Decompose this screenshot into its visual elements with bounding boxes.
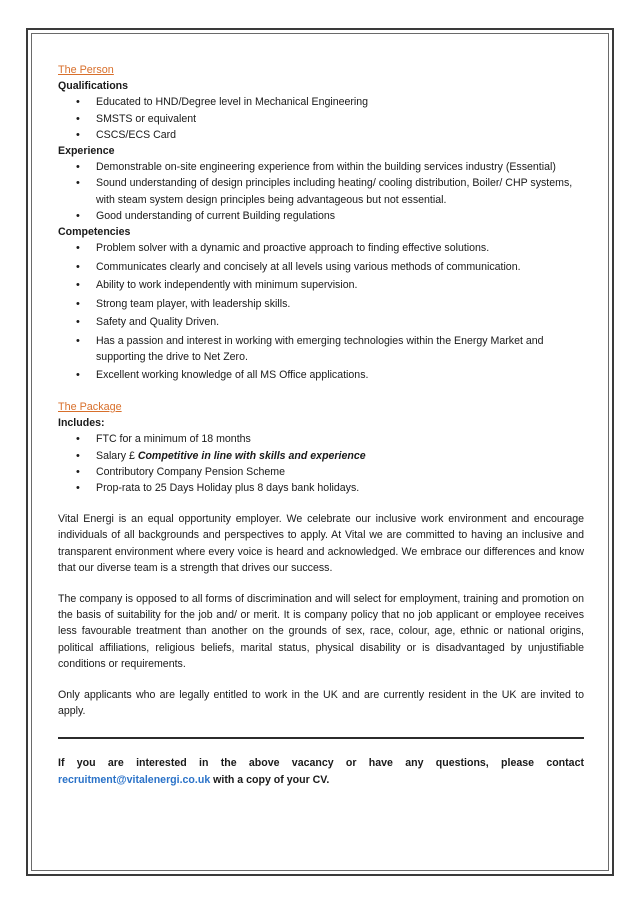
list-item: • Demonstrable on-site engineering experience from within the building services industry (Essential) [96, 159, 584, 175]
package-section-title: The Package [58, 400, 122, 413]
list-item: • Has a passion and interest in working with emerging technologies within the Energy Market and supporting the drive to Net Zero. [96, 333, 584, 365]
salary-prefix: Salary £ [96, 449, 138, 462]
experience-list [58, 159, 584, 224]
list-item: • Prop-rata to 25 Days Holiday plus 8 days bank holidays. [96, 480, 584, 496]
recruitment-email-link[interactable]: recruitment@vitalenergi.co.uk [58, 773, 211, 786]
list-item: • CSCS/ECS Card [96, 127, 584, 143]
qualifications-list [58, 94, 584, 143]
qualifications-heading: Qualifications [58, 80, 129, 93]
list-item: • Contributory Company Pension Scheme [96, 464, 584, 480]
experience-heading: Experience [58, 145, 115, 158]
list-item: • Strong team player, with leadership skills. [96, 296, 584, 312]
equal-opportunity-paragraph: Vital Energi is an equal opportunity employer. We celebrate our inclusive work environment and encourage individuals of all backgrounds and perspectives to apply. At Vital we are committed to having an inclusive and transparent environment where every voice is heard and acknowledged. We embrace our differences and know that our diverse team is a strength that drives our success. [58, 513, 584, 574]
contact-lead: If you are interested in the above vacancy or have any questions, please contact [58, 757, 584, 770]
includes-heading: Includes: [58, 417, 105, 430]
contact-paragraph [58, 755, 584, 787]
list-item: • Excellent working knowledge of all MS Office applications. [96, 367, 584, 383]
list-item: • FTC for a minimum of 18 months [96, 431, 584, 447]
competencies-list [58, 240, 584, 383]
salary-value: Competitive in line with skills and experience [137, 449, 366, 462]
job-description-content [58, 62, 584, 788]
list-item: • Educated to HND/Degree level in Mechanical Engineering [96, 94, 584, 110]
list-item-salary [96, 448, 584, 464]
discrimination-paragraph: The company is opposed to all forms of discrimination and will select for employment, training and promotion on the basis of suitability for the job and/ or merit. It is company policy that no job applicant or employee receives less favourable treatment than another on the grounds of sex, race, colour, age, ethnic or national origins, political affiliations, religious beliefs, marital status, physical disability or is disadvantaged by unjustifiable conditions or requirements. [58, 592, 584, 670]
list-item: • Problem solver with a dynamic and proactive approach to finding effective solutions. [96, 240, 584, 256]
list-item: • Sound understanding of design principles including heating/ cooling distribution, Boiler/ CHP systems, with steam system design principles being advantageous but not essential. [96, 175, 584, 207]
competencies-heading: Competencies [58, 226, 131, 239]
divider [58, 737, 584, 739]
list-item: • SMSTS or equivalent [96, 111, 584, 127]
list-item: • Good understanding of current Building regulations [96, 208, 584, 224]
list-item: • Communicates clearly and concisely at all levels using various methods of communication. [96, 259, 584, 275]
person-section-title: The Person [58, 64, 114, 76]
package-list [58, 431, 584, 496]
eligibility-paragraph: Only applicants who are legally entitled to work in the UK and are currently resident in the UK are invited to apply. [58, 688, 584, 718]
list-item: • Ability to work independently with minimum supervision. [96, 277, 584, 293]
list-item: • Safety and Quality Driven. [96, 314, 584, 330]
contact-tail: with a copy of your CV. [210, 773, 330, 786]
